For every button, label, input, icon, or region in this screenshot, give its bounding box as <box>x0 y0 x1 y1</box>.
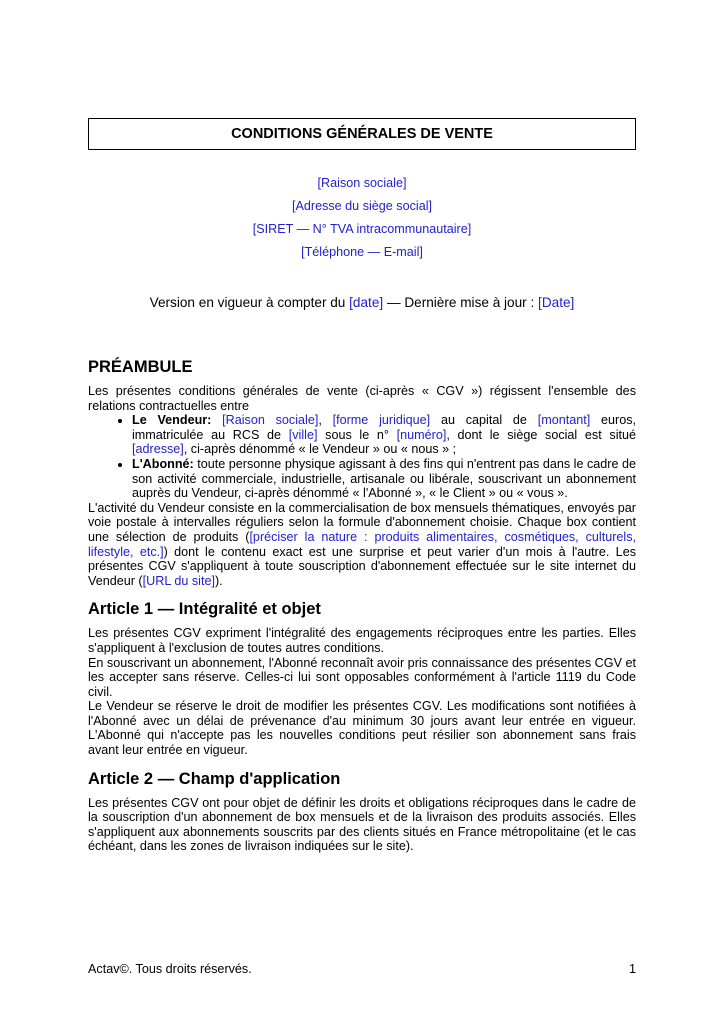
party-abonne <box>132 457 636 501</box>
article-1-paragraph: Le Vendeur se réserve le droit de modifier les présentes CGV. Les modifications sont notifiées à l'Abonné avec un délai de prévenance d'au minimum 30 jours avant leur entrée en vigueur. L'Abonné qui n'accepte pas les nouvelles conditions peut résilier son abonnement sans frais avant leur entrée en vigueur. <box>88 699 636 758</box>
article-1-heading: Article 1 — Intégralité et objet <box>88 600 321 619</box>
vendeur-text-2: euros, immatriculée au RCS de <box>132 413 637 442</box>
activity-paragraph <box>88 501 636 589</box>
forme-juridique-placeholder: [forme juridique] <box>332 413 431 428</box>
version-date-placeholder: [date] <box>349 295 384 310</box>
document-body <box>88 356 636 854</box>
vendeur-text-3: sous le n° <box>317 427 397 442</box>
page-footer <box>88 962 636 976</box>
nature-placeholder: [préciser la nature : produits alimentaires, cosmétiques, culturels, lifestyle, etc.] <box>88 529 637 559</box>
preambule-intro: Les présentes conditions générales de vente (ci-après « CGV ») régissent l'ensemble des relations contractuelles entre <box>88 384 636 413</box>
company-contact-placeholder: [Téléphone — E-mail] <box>301 245 423 259</box>
activity-text-1: L'activité du Vendeur consiste en la commercialisation de box mensuels thématiques, envoyés par voie postale à intervalles réguliers selon la formule d'abonnement choisie. Chaque box contient une sélection de produits ( <box>88 500 636 544</box>
abonne-label: L'Abonné: <box>132 456 194 471</box>
company-address-placeholder: [Adresse du siège social] <box>291 199 432 213</box>
party-vendeur <box>132 413 636 457</box>
copyright-text: Actav©. Tous droits réservés. <box>88 962 252 976</box>
abonne-text: toute personne physique agissant à des fins qui n'entrent pas dans le cadre de son activité commerciale, industrielle, artisanale ou libérale, souscrivant un abonnement auprès du Vendeur, ci-après dénommé « l'Abonné », « le Client » ou « vous ». <box>132 456 636 501</box>
activity-text-2: ) dont le contenu exact est une surprise et peut varier d'un mois à l'autre. Les présentes CGV s'appliquent à toute souscription d'abonnement effectuée sur le site internet du Vendeur ( <box>88 544 636 588</box>
parties-list <box>88 413 636 501</box>
vendeur-text-5: , ci-après dénommé « le Vendeur » ou « nous » ; <box>183 442 457 457</box>
vendeur-text-1: au capital de <box>430 413 538 428</box>
company-siret-placeholder: [SIRET — N° TVA intracommunautaire] <box>252 222 472 236</box>
article-2-paragraph: Les présentes CGV ont pour objet de définir les droits et obligations réciproques dans le cadre de la souscription d'un abonnement de box mensuels et de la livraison des produits associés. Elles s'appliquent aux abonnements souscrits par des clients situés en France métropolitaine (et le cas échéant, dans les zones de livraison indiquées sur le site). <box>88 795 636 854</box>
adresse-placeholder: [adresse] <box>132 442 184 457</box>
preambule-heading: PRÉAMBULE <box>88 358 193 376</box>
page-number: 1 <box>628 962 636 976</box>
raison-sociale-placeholder: [Raison sociale] <box>222 413 319 428</box>
article-2-heading: Article 2 — Champ d'application <box>88 769 341 788</box>
version-line <box>88 295 636 310</box>
company-name-placeholder: [Raison sociale] <box>317 176 407 190</box>
article-1-paragraph: Les présentes CGV expriment l'intégralité des engagements réciproques entre les parties. Elles s'appliquent à l'exclusion de toutes autres conditions. <box>88 626 636 655</box>
vendeur-text-sep: , <box>318 413 333 428</box>
numero-placeholder: [numéro] <box>396 427 447 442</box>
vendeur-text-4: , dont le siège social est situé <box>446 427 637 442</box>
update-date-placeholder: [Date] <box>538 295 575 310</box>
vendeur-label: Le Vendeur: <box>132 413 212 428</box>
version-prefix: Version en vigueur à compter du <box>149 295 350 310</box>
montant-placeholder: [montant] <box>537 413 591 428</box>
activity-text-3: ). <box>214 573 223 588</box>
document-title: CONDITIONS GÉNÉRALES DE VENTE <box>88 118 636 150</box>
company-info <box>88 174 636 266</box>
url-placeholder: [URL du site] <box>142 573 215 588</box>
version-middle: — Dernière mise à jour : <box>383 295 539 310</box>
ville-placeholder: [ville] <box>288 427 318 442</box>
article-1-paragraph: En souscrivant un abonnement, l'Abonné reconnaît avoir pris connaissance des présentes CGV et les accepter sans réserve. Celles-ci lui sont opposables conformément à l'article 1119 du Code civil. <box>88 655 636 699</box>
